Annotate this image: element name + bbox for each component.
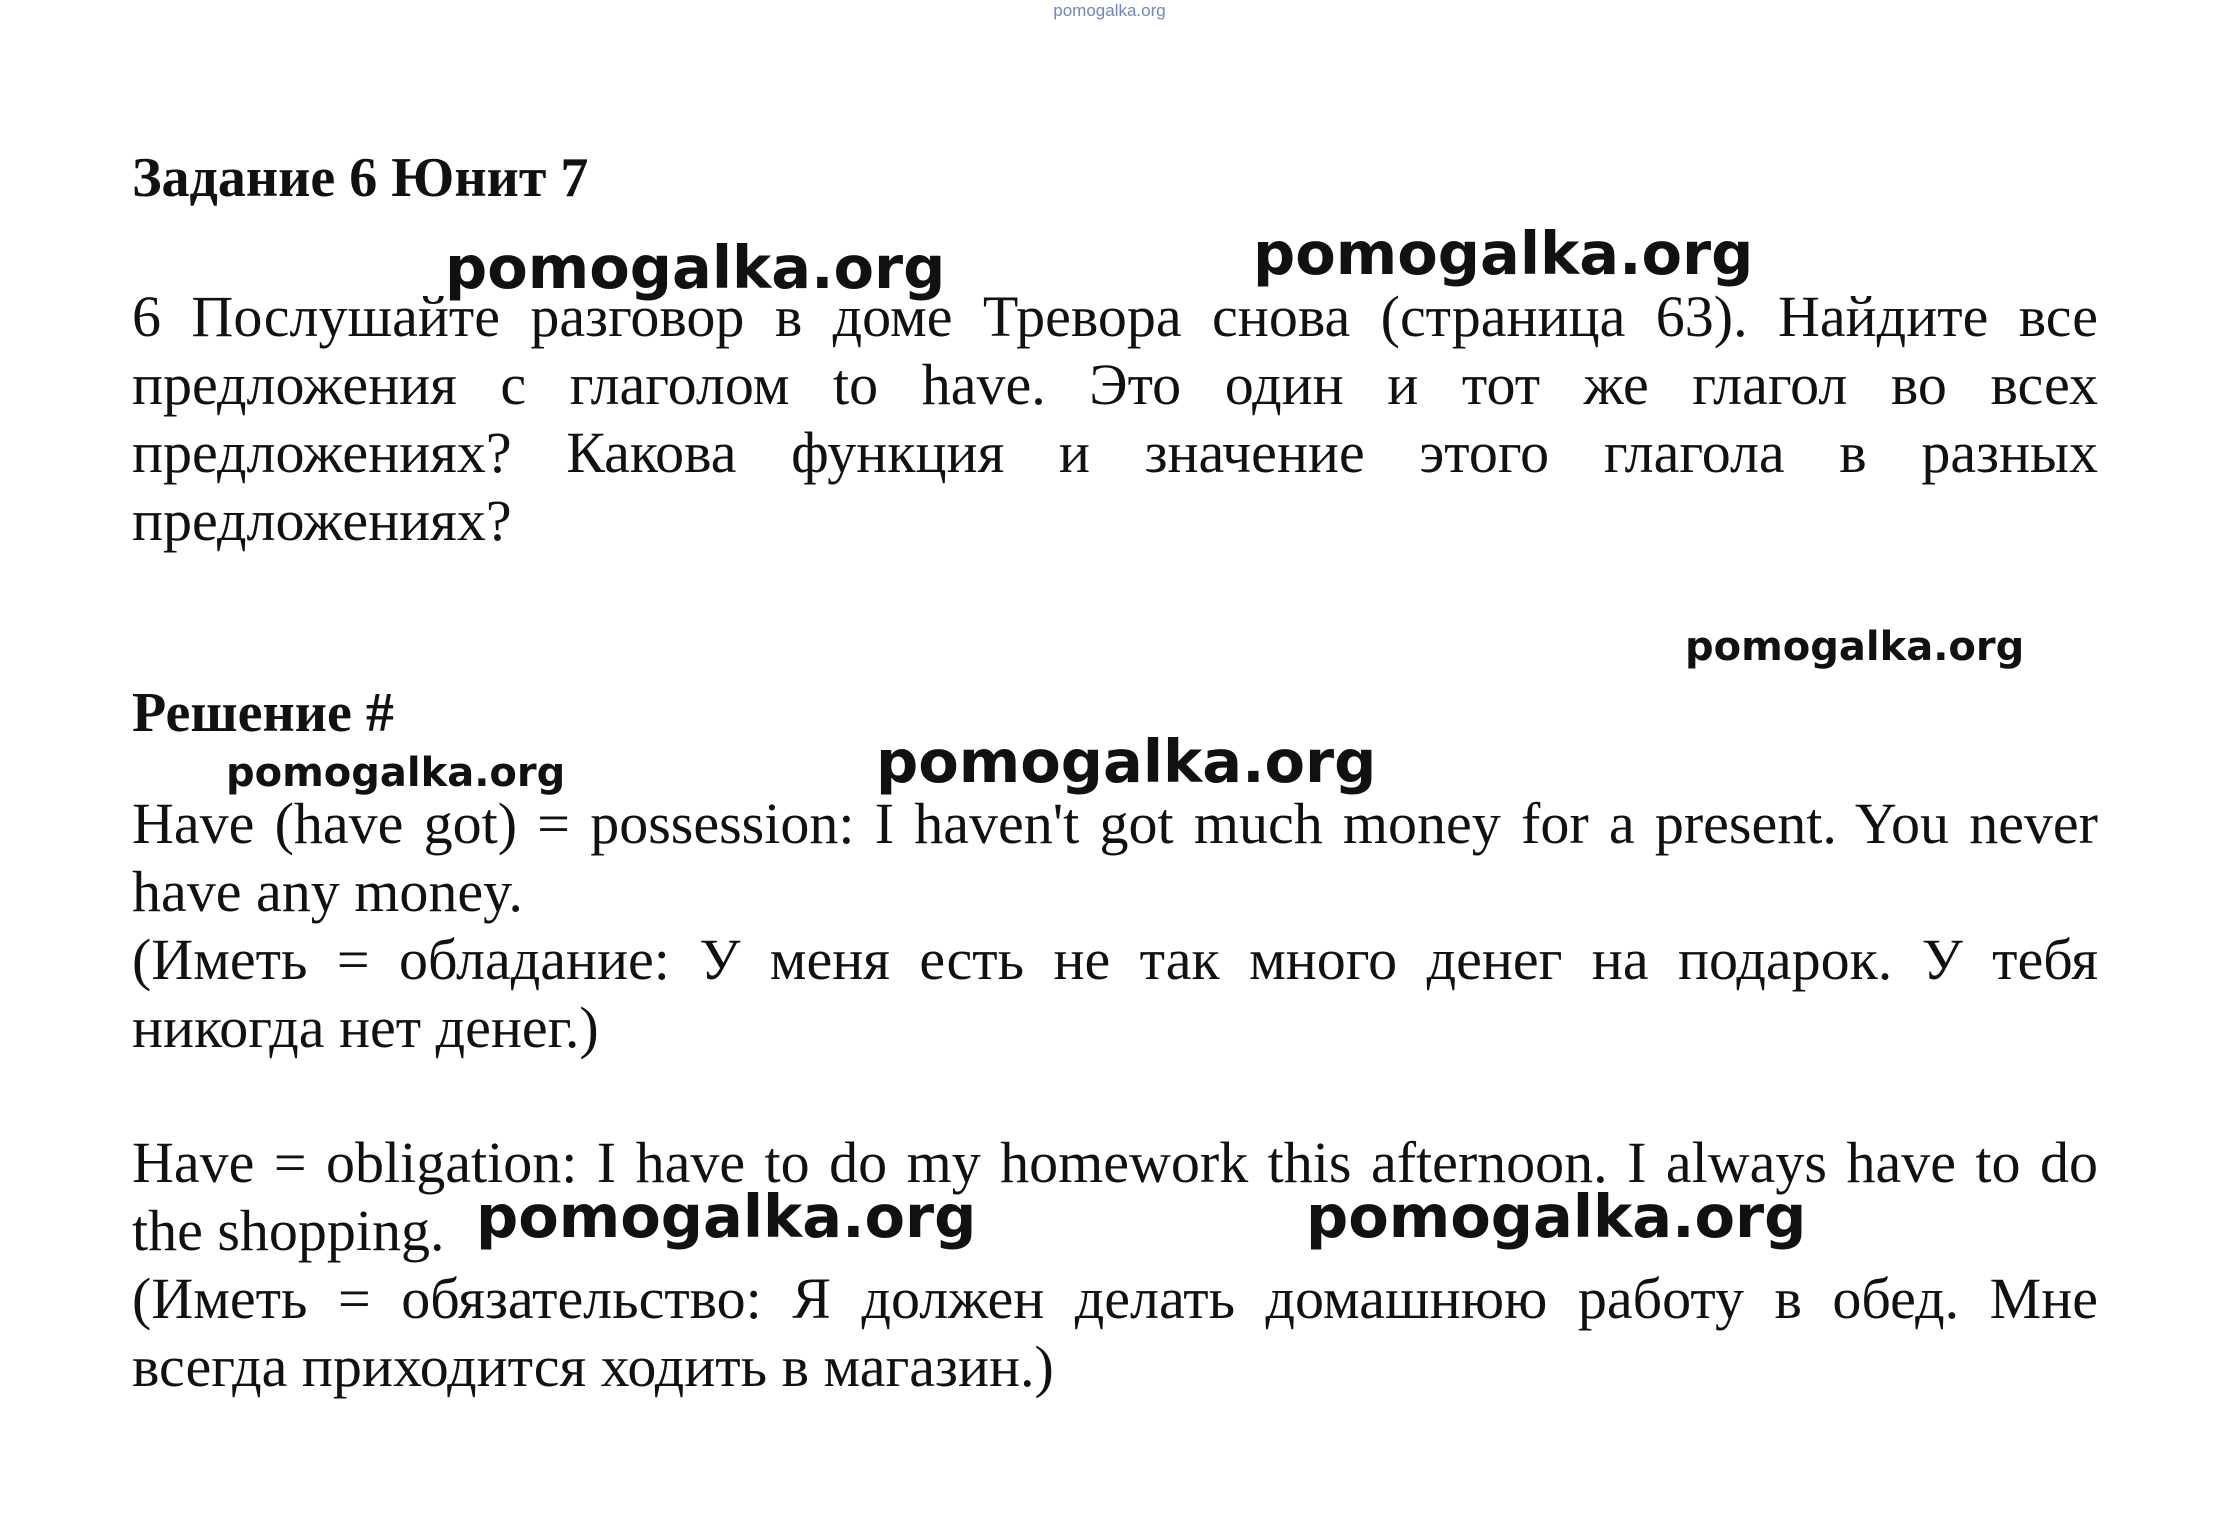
watermark-text: pomogalka.org <box>226 750 566 796</box>
watermark-text: pomogalka.org <box>1253 219 1754 288</box>
watermark-text: pomogalka.org <box>1685 624 2025 670</box>
answer-obligation: Have = obligation: I have to do my homework this afternoon. I always have to do the shopping. <box>132 1130 2098 1263</box>
top-watermark: pomogalka.org <box>1053 1 1166 20</box>
answer-obligation-translation: (Иметь = обязательство: Я должен делать домашнюю работу в обед. Мне всегда приходится ходить в магазин.) <box>132 1266 2098 1399</box>
watermark-text: pomogalka.org <box>476 1182 977 1251</box>
answer-possession: Have (have got) = possession: I haven't got much money for a present. You never have any money. <box>132 791 2098 924</box>
watermark-text: pomogalka.org <box>1306 1182 1807 1251</box>
task-text: 6 Послушайте разговор в доме Тревора снова (страница 63). Найдите все предложения с глаголом to have. Это один и тот же глагол во всех предложениях? Какова функция и значение этого глагола в разных предложениях? <box>132 284 2098 553</box>
watermark-text: pomogalka.org <box>445 233 946 302</box>
watermark-text: pomogalka.org <box>876 727 1377 796</box>
solution-title: Решение # <box>132 682 394 744</box>
answer-possession-translation: (Иметь = обладание: У меня есть не так много денег на подарок. У тебя никогда нет денег.) <box>132 927 2098 1060</box>
task-title: Задание 6 Юнит 7 <box>132 147 589 209</box>
